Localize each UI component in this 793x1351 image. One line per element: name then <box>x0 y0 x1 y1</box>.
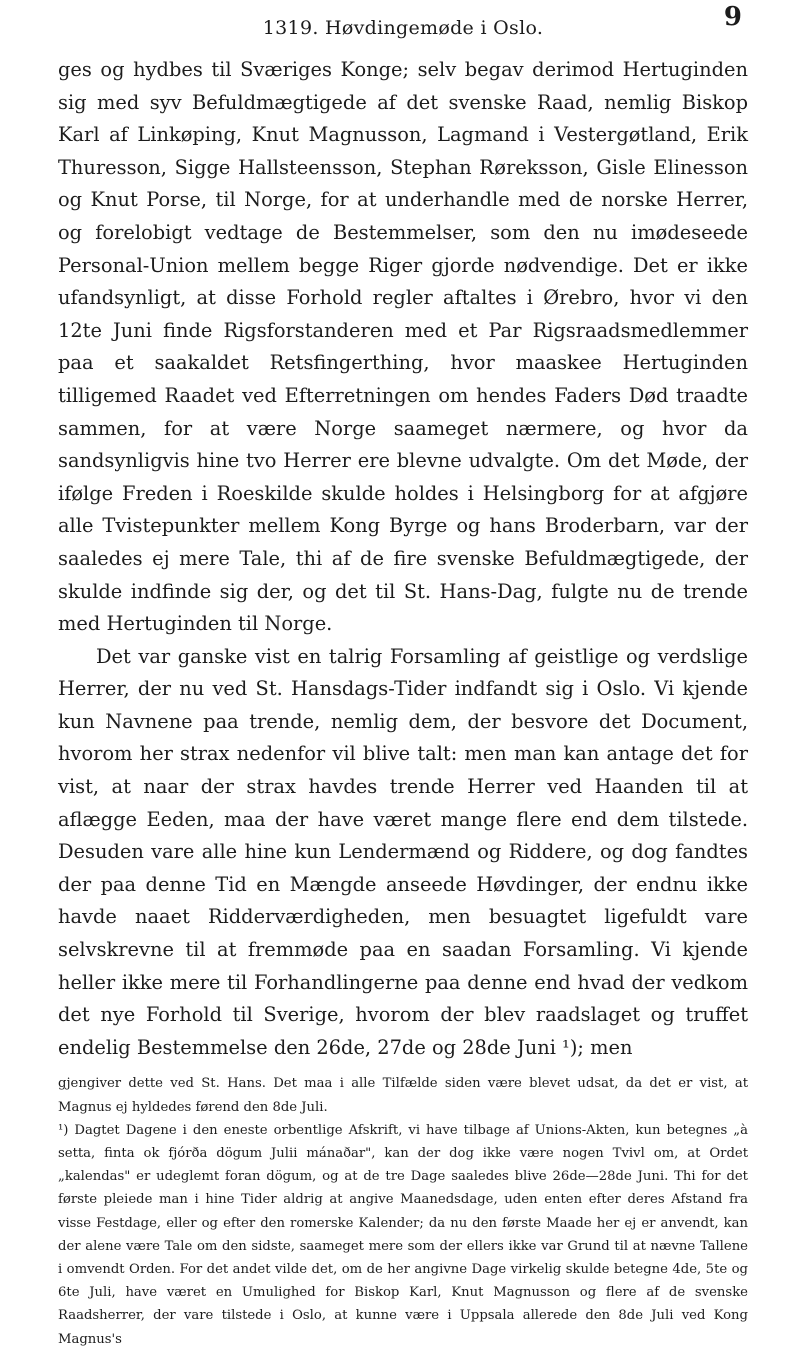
document-page <box>58 0 748 1347</box>
running-title: 1319. Høvdingemøde i Oslo. <box>262 17 544 39</box>
body-text <box>58 54 748 1064</box>
footnotes <box>58 1072 748 1350</box>
footnote-continuation: gjengiver dette ved St. Hans. Det maa i alle Tilfælde siden være blevet udsat, da det er vist, at Magnus ej hyldedes førend den 8de Juli. <box>58 1076 748 1115</box>
page-number: 9 <box>723 2 742 32</box>
paragraph: Det var ganske vist en talrig Forsamling af geistlige og verdslige Herrer, der nu ved St. Hansdags-Tider indfandt sig i Oslo. Vi kjende kun Navnene paa trende, nemlig dem, der besvore det Document, hvorom her strax nedenfor vil blive talt: men man kan antage det for vist, at naar der strax havdes trende Herrer ved Haanden til at aflægge Eeden, maa der have været mange flere end dem tilstede. Desuden vare alle hine kun Lendermænd og Riddere, og dog fandtes der paa denne Tid en Mængde anseede Høvdinger, der endnu ikke havde naaet Ridderværdigheden, men besuagtet ligefuldt vare selvskrevne til at fremmøde paa en saadan Forsamling. Vi kjende heller ikke mere til Forhandlingerne paa denne end hvad der vedkom det nye Forhold til Sverige, hvorom der blev raadslaget og truffet endelig Bestemmelse den 26de, 27de og 28de Juni ¹); men <box>58 644 748 1059</box>
paragraph: ges og hydbes til Sværiges Konge; selv begav derimod Hertuginden sig med syv Befuldmægtigede af det svenske Raad, nemlig Biskop Karl af Linkøping, Knut Magnusson, Lagmand i Vestergøtland, Erik Thuresson, Sigge Hallsteensson, Stephan Røreksson, Gisle Elinesson og Knut Porse, til Norge, for at underhandle med de norske Herrer, og forelobigt vedtage de Bestemmelser, som den nu imødeseede Personal-Union mellem begge Riger gjorde nødvendige. Det er ikke ufandsynligt, at disse Forhold regler aftaltes i Ørebro, hvor vi den 12te Juni finde Rigsforstanderen med et Par Rigsraadsmedlemmer paa et saakaldet Retsfingerthing, hvor maaskee Hertuginden tilligemed Raadet ved Efterretningen om hendes Faders Død traadte sammen, for at være Norge saameget nærmere, og hvor da sandsynligvis hine tvo Herrer ere blevne udvalgte. Om det Møde, der ifølge Freden i Roeskilde skulde holdes i Helsingborg for at afgjøre alle Tvistepunkter mellem Kong Byrge og hans Broderbarn, var der saaledes ej mere Tale, thi af de fire svenske Befuldmægtigede, der skulde indfinde sig der, og det til St. Hans-Dag, fulgte nu de trende med Hertuginden til Norge. <box>58 58 748 636</box>
running-header <box>58 0 748 44</box>
footnote: ¹) Dagtet Dagene i den eneste orbentlige Afskrift, vi have tilbage af Unions-Akten, kun betegnes „à setta, finta ok fjórða dögum Julii mánaðar", kan der dog ikke være nogen Tvivl om, at Ordet „kalendas" er udeglemt foran dögum, og at de tre Dage saaledes blive 26de—28de Juni. Thi for det første pleiede man i hine Tider aldrig at angive Maanedsdage, uden enten efter deres Afstand fra visse Festdage, eller og efter den romerske Kalender; da nu den første Maade her ej er anvendt, kan der alene være Tale om den sidste, saameget mere som der ellers ikke var Grund til at nævne Tallene i omvendt Orden. For det andet vilde det, om de her angivne Dage virkelig skulde betegne 4de, 5te og 6te Juli, have været en Umulighed for Biskop Karl, Knut Magnusson og flere af de svenske Raadsherrer, der vare tilstede i Oslo, at kunne være i Uppsala allerede den 8de Juli ved Kong Magnus's <box>58 1122 748 1347</box>
